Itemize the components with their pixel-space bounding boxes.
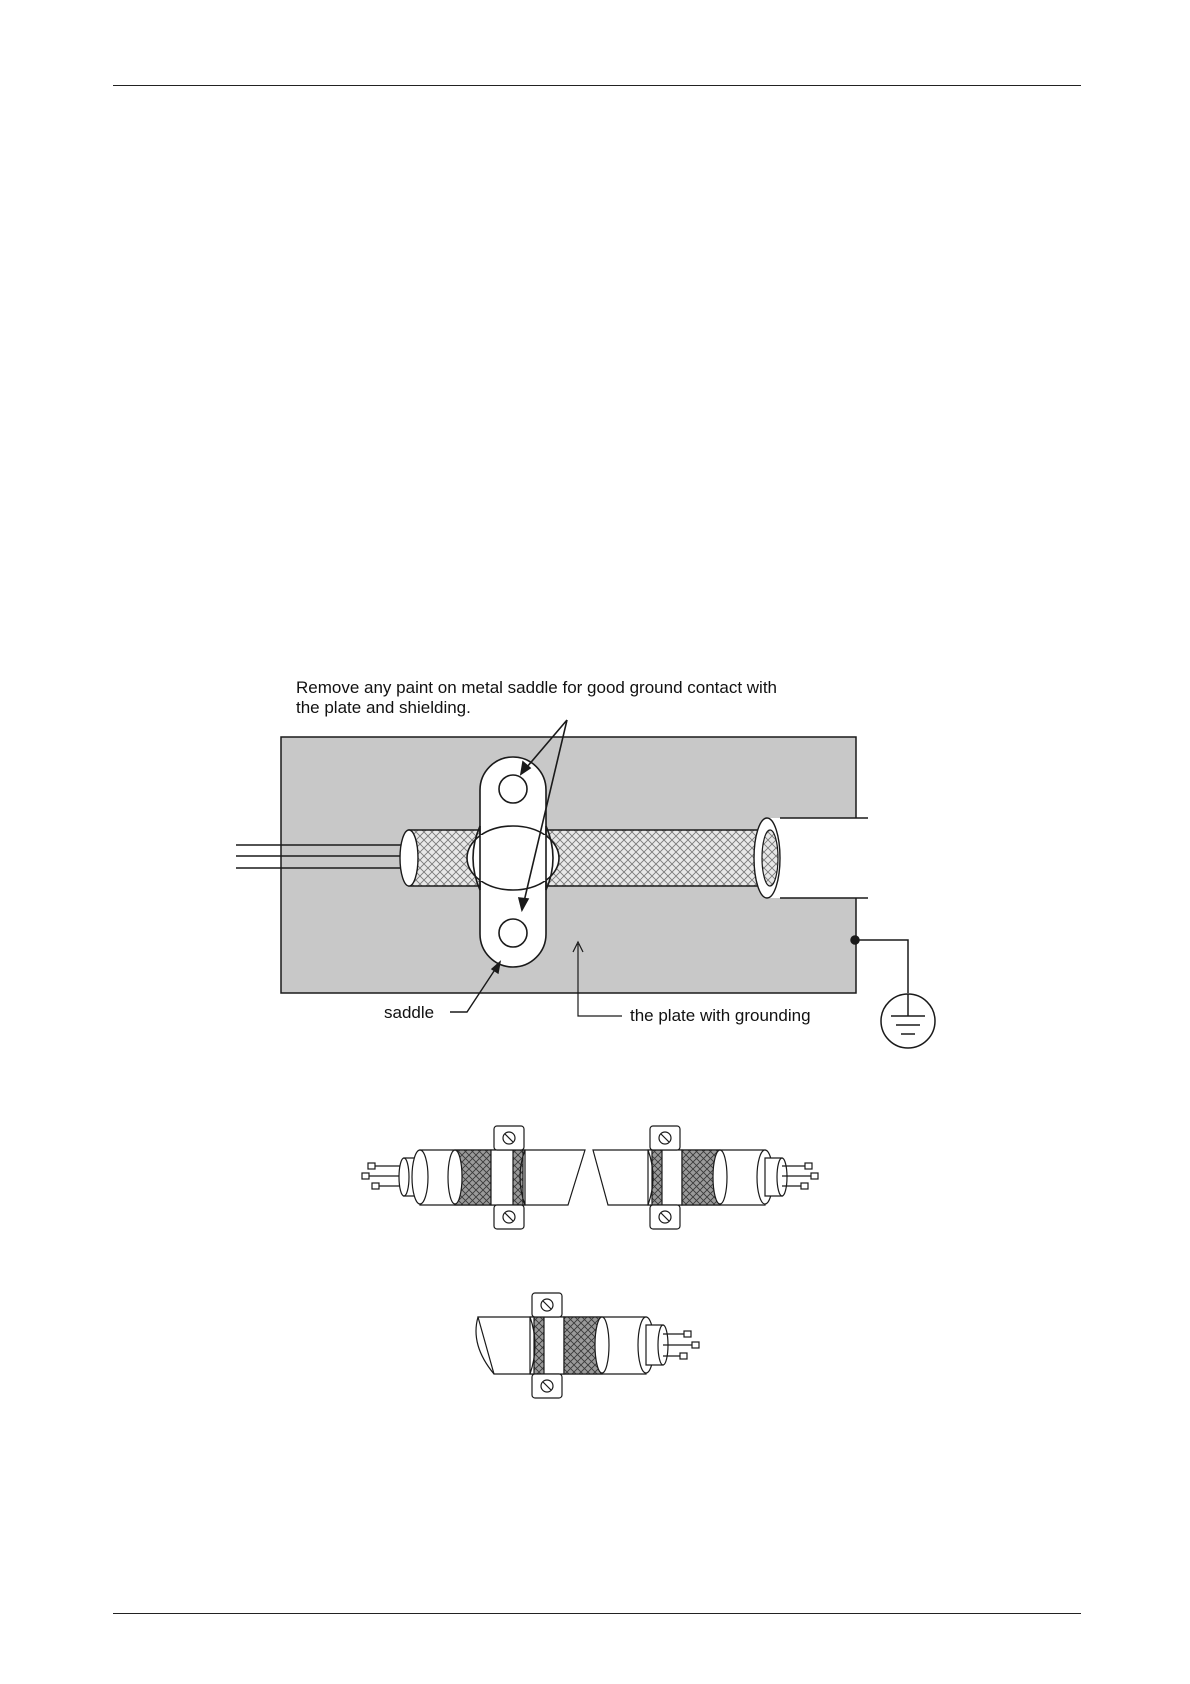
saddle-screw-hole-bottom	[499, 919, 527, 947]
cable-left	[362, 1126, 585, 1229]
braided-shield	[400, 830, 779, 886]
single-end-clamp-figure	[476, 1293, 699, 1398]
earth-ground-icon	[881, 994, 935, 1048]
metal-saddle	[467, 757, 559, 967]
saddle-screw-hole-top	[499, 775, 527, 803]
ground-connection	[851, 936, 908, 993]
grounding-plate-figure	[236, 678, 935, 1048]
double-end-clamp-figure	[362, 1126, 818, 1229]
callout-text-line1: Remove any paint on metal saddle for good ground contact with	[296, 678, 778, 697]
cable-right	[593, 1126, 818, 1229]
cable-jacket	[754, 818, 868, 898]
saddle-label: saddle	[384, 1003, 435, 1022]
callout-text-line2: the plate and shielding.	[296, 698, 471, 717]
plate-label: the plate with grounding	[630, 1006, 811, 1025]
